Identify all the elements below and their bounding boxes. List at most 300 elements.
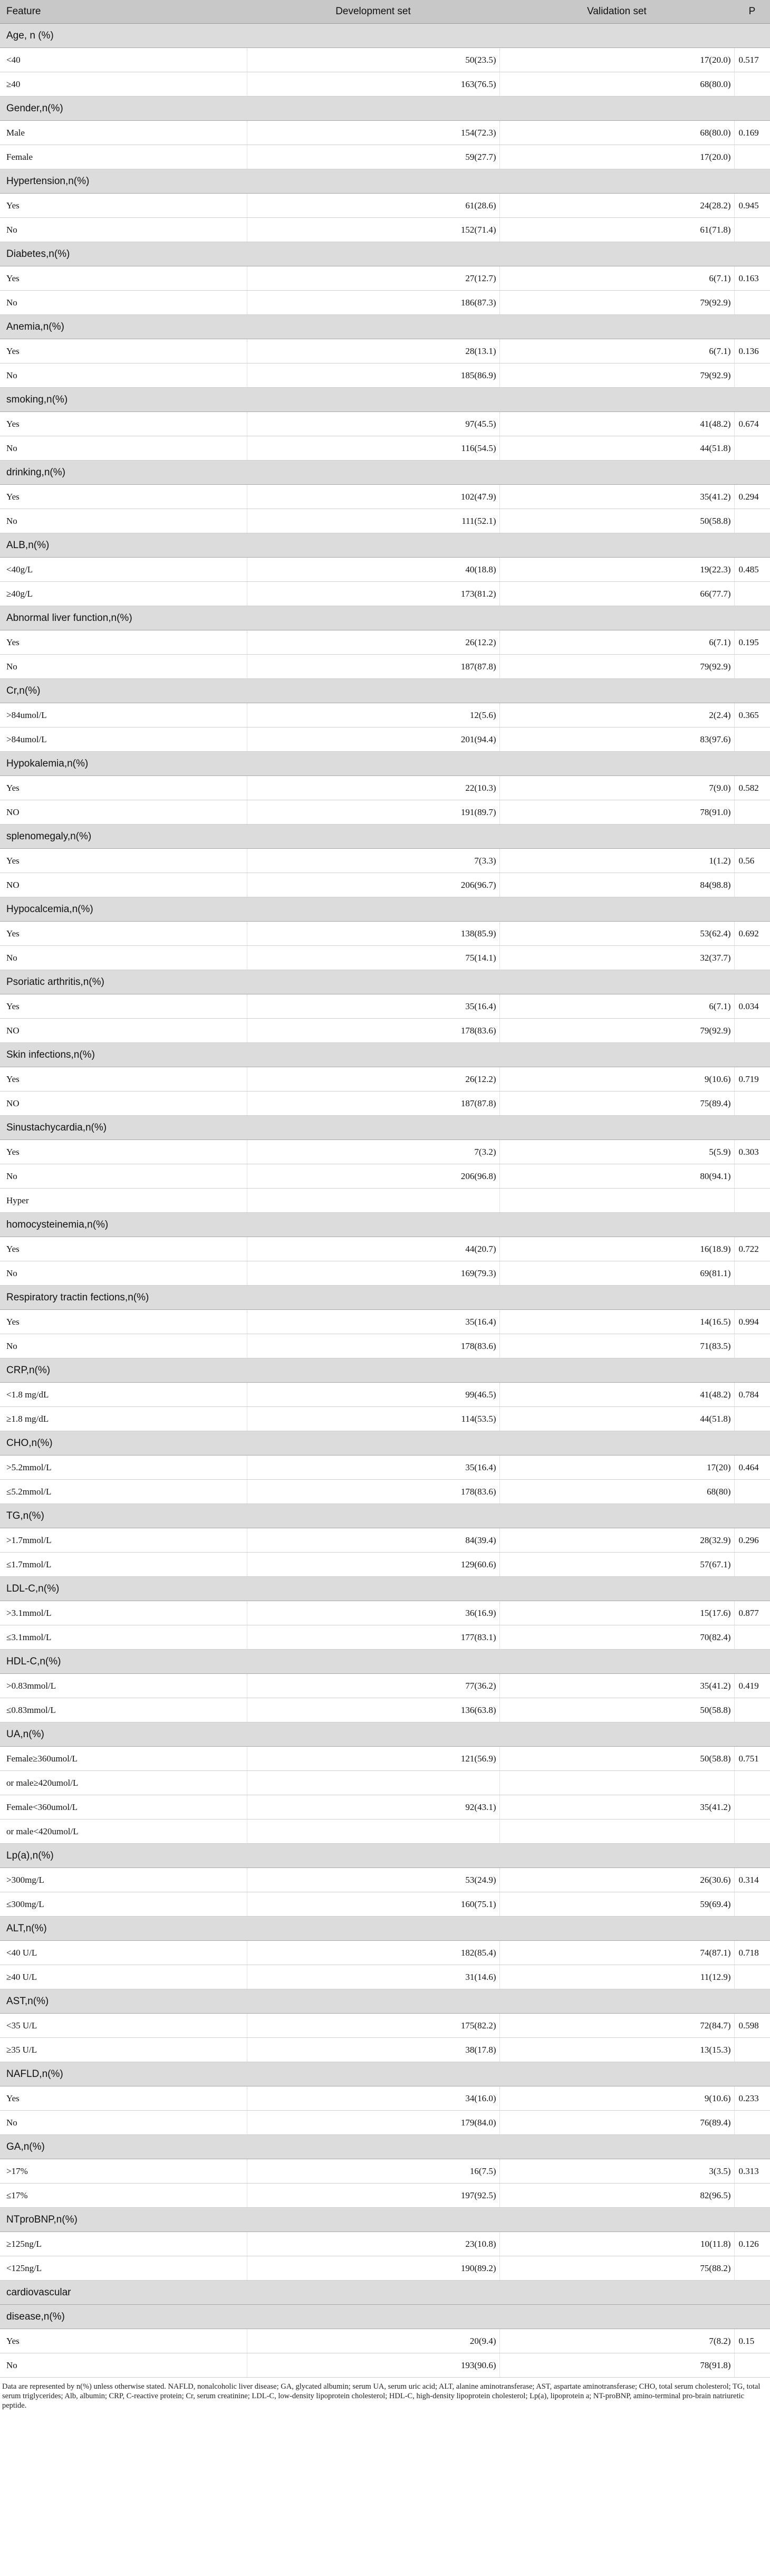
- p-value: [734, 1553, 770, 1577]
- row-label: <40g/L: [0, 558, 247, 582]
- p-value: 0.464: [734, 1455, 770, 1480]
- table-row: [0, 2159, 770, 2184]
- table-row: [0, 727, 770, 752]
- table-row: [0, 339, 770, 363]
- validation-value: 76(89.4): [499, 2111, 734, 2135]
- table-row: [0, 1091, 770, 1116]
- table-row: [0, 1771, 770, 1795]
- development-value: 77(36.2): [247, 1674, 499, 1698]
- group-row: [0, 2281, 770, 2305]
- group-row: [0, 1650, 770, 1674]
- row-label: >5.2mmol/L: [0, 1455, 247, 1480]
- validation-value: [499, 1771, 734, 1795]
- p-value: [734, 1261, 770, 1286]
- validation-value: 78(91.8): [499, 2353, 734, 2378]
- development-value: 36(16.9): [247, 1601, 499, 1625]
- table-row: [0, 1868, 770, 1892]
- p-value: 0.784: [734, 1383, 770, 1407]
- p-value: 0.136: [734, 339, 770, 363]
- development-value: 40(18.8): [247, 558, 499, 582]
- p-value: 0.719: [734, 1067, 770, 1091]
- p-value: [734, 1407, 770, 1431]
- group-row: [0, 679, 770, 703]
- p-value: 0.945: [734, 194, 770, 218]
- development-value: 16(7.5): [247, 2159, 499, 2184]
- table-row: [0, 1334, 770, 1358]
- validation-value: 41(48.2): [499, 412, 734, 436]
- row-label: Hyper: [0, 1189, 247, 1213]
- validation-value: 14(16.5): [499, 1310, 734, 1334]
- development-value: 206(96.7): [247, 873, 499, 897]
- row-label: Yes: [0, 849, 247, 873]
- development-value: 163(76.5): [247, 72, 499, 97]
- validation-value: 28(32.9): [499, 1528, 734, 1553]
- validation-value: 75(89.4): [499, 1091, 734, 1116]
- group-label: Psoriatic arthritis,n(%): [0, 970, 770, 994]
- validation-value: [499, 1189, 734, 1213]
- header-development-set: Development set: [247, 0, 499, 24]
- p-value: [734, 1625, 770, 1650]
- row-label: ≤1.7mmol/L: [0, 1553, 247, 1577]
- development-value: 35(16.4): [247, 994, 499, 1019]
- validation-value: 17(20.0): [499, 48, 734, 72]
- p-value: 0.722: [734, 1237, 770, 1261]
- p-value: [734, 509, 770, 533]
- development-value: 177(83.1): [247, 1625, 499, 1650]
- group-label: drinking,n(%): [0, 461, 770, 485]
- p-value: 0.294: [734, 485, 770, 509]
- p-value: [734, 800, 770, 825]
- table-row: [0, 1067, 770, 1091]
- development-value: 182(85.4): [247, 1941, 499, 1965]
- table-row: [0, 922, 770, 946]
- validation-value: 78(91.0): [499, 800, 734, 825]
- row-label: >1.7mmol/L: [0, 1528, 247, 1553]
- p-value: 0.126: [734, 2232, 770, 2256]
- validation-value: 82(96.5): [499, 2184, 734, 2208]
- development-value: 178(83.6): [247, 1019, 499, 1043]
- group-row: [0, 970, 770, 994]
- validation-value: 9(10.6): [499, 1067, 734, 1091]
- p-value: 0.517: [734, 48, 770, 72]
- validation-value: 50(58.8): [499, 1698, 734, 1722]
- group-row: [0, 606, 770, 630]
- validation-value: 66(77.7): [499, 582, 734, 606]
- validation-value: 53(62.4): [499, 922, 734, 946]
- validation-value: 15(17.6): [499, 1601, 734, 1625]
- row-label: ≤0.83mmol/L: [0, 1698, 247, 1722]
- p-value: [734, 1771, 770, 1795]
- row-label: Yes: [0, 412, 247, 436]
- table-row: [0, 1528, 770, 1553]
- table-row: [0, 558, 770, 582]
- p-value: [734, 2256, 770, 2281]
- group-row: [0, 1043, 770, 1067]
- group-label: Hypocalcemia,n(%): [0, 897, 770, 922]
- row-label: <1.8 mg/dL: [0, 1383, 247, 1407]
- header-row: [0, 0, 770, 24]
- development-value: 179(84.0): [247, 2111, 499, 2135]
- development-value: 35(16.4): [247, 1455, 499, 1480]
- table-row: [0, 145, 770, 169]
- row-label: Yes: [0, 2086, 247, 2111]
- group-label: HDL-C,n(%): [0, 1650, 770, 1674]
- row-label: Yes: [0, 1310, 247, 1334]
- development-value: 138(85.9): [247, 922, 499, 946]
- validation-value: 69(81.1): [499, 1261, 734, 1286]
- p-value: 0.313: [734, 2159, 770, 2184]
- row-label: No: [0, 291, 247, 315]
- header-feature: Feature: [0, 0, 247, 24]
- development-value: 201(94.4): [247, 727, 499, 752]
- row-label: >300mg/L: [0, 1868, 247, 1892]
- development-value: 35(16.4): [247, 1310, 499, 1334]
- development-value: 160(75.1): [247, 1892, 499, 1917]
- development-value: 97(45.5): [247, 412, 499, 436]
- table-row: [0, 2329, 770, 2353]
- development-value: 187(87.8): [247, 1091, 499, 1116]
- development-value: 129(60.6): [247, 1553, 499, 1577]
- row-label: No: [0, 2353, 247, 2378]
- development-value: 44(20.7): [247, 1237, 499, 1261]
- row-label: Female≥360umol/L: [0, 1747, 247, 1771]
- development-value: 173(81.2): [247, 582, 499, 606]
- table-row: [0, 412, 770, 436]
- row-label: Yes: [0, 485, 247, 509]
- table-row: [0, 266, 770, 291]
- validation-value: 35(41.2): [499, 1674, 734, 1698]
- validation-value: 35(41.2): [499, 485, 734, 509]
- validation-value: 68(80): [499, 1480, 734, 1504]
- row-label: No: [0, 2111, 247, 2135]
- development-value: 12(5.6): [247, 703, 499, 727]
- p-value: [734, 1189, 770, 1213]
- p-value: [734, 1892, 770, 1917]
- validation-value: 79(92.9): [499, 291, 734, 315]
- row-label: ≤17%: [0, 2184, 247, 2208]
- group-row: [0, 2135, 770, 2159]
- p-value: [734, 1820, 770, 1844]
- validation-value: 5(5.9): [499, 1140, 734, 1164]
- validation-value: 6(7.1): [499, 266, 734, 291]
- validation-value: 59(69.4): [499, 1892, 734, 1917]
- development-value: 50(23.5): [247, 48, 499, 72]
- group-label: Anemia,n(%): [0, 315, 770, 339]
- group-label: NAFLD,n(%): [0, 2062, 770, 2086]
- development-value: 178(83.6): [247, 1480, 499, 1504]
- row-label: Male: [0, 121, 247, 145]
- validation-value: 11(12.9): [499, 1965, 734, 1989]
- row-label: ≥40 U/L: [0, 1965, 247, 1989]
- group-label: CRP,n(%): [0, 1358, 770, 1383]
- table-row: [0, 1189, 770, 1213]
- table-row: [0, 436, 770, 461]
- development-value: 26(12.2): [247, 630, 499, 655]
- validation-value: 10(11.8): [499, 2232, 734, 2256]
- table-row: [0, 1625, 770, 1650]
- group-label: Hypokalemia,n(%): [0, 752, 770, 776]
- p-value: [734, 727, 770, 752]
- development-value: 84(39.4): [247, 1528, 499, 1553]
- group-label: Hypertension,n(%): [0, 169, 770, 194]
- row-label: Yes: [0, 1237, 247, 1261]
- validation-value: 71(83.5): [499, 1334, 734, 1358]
- group-row: [0, 825, 770, 849]
- row-label: ≥40: [0, 72, 247, 97]
- row-label: NO: [0, 873, 247, 897]
- group-row: [0, 1286, 770, 1310]
- p-value: 0.296: [734, 1528, 770, 1553]
- row-label: >3.1mmol/L: [0, 1601, 247, 1625]
- p-value: 0.303: [734, 1140, 770, 1164]
- table-row: [0, 2232, 770, 2256]
- p-value: [734, 291, 770, 315]
- development-value: 28(13.1): [247, 339, 499, 363]
- p-value: 0.598: [734, 2014, 770, 2038]
- group-row: [0, 315, 770, 339]
- development-value: 75(14.1): [247, 946, 499, 970]
- development-value: 175(82.2): [247, 2014, 499, 2038]
- row-label: ≥125ng/L: [0, 2232, 247, 2256]
- group-label: Cr,n(%): [0, 679, 770, 703]
- group-label: ALB,n(%): [0, 533, 770, 558]
- group-label: NTproBNP,n(%): [0, 2208, 770, 2232]
- p-value: 0.169: [734, 121, 770, 145]
- validation-value: 68(80.0): [499, 72, 734, 97]
- table-body: [0, 24, 770, 2378]
- development-value: 23(10.8): [247, 2232, 499, 2256]
- validation-value: 79(92.9): [499, 1019, 734, 1043]
- group-row: [0, 752, 770, 776]
- table-row: [0, 582, 770, 606]
- group-label: smoking,n(%): [0, 388, 770, 412]
- validation-value: 13(15.3): [499, 2038, 734, 2062]
- p-value: 0.692: [734, 922, 770, 946]
- group-label: Gender,n(%): [0, 97, 770, 121]
- validation-value: 83(97.6): [499, 727, 734, 752]
- validation-value: 35(41.2): [499, 1795, 734, 1820]
- group-label: Respiratory tractin fections,n(%): [0, 1286, 770, 1310]
- table-row: [0, 849, 770, 873]
- development-value: 102(47.9): [247, 485, 499, 509]
- row-label: ≥35 U/L: [0, 2038, 247, 2062]
- group-row: [0, 1844, 770, 1868]
- validation-value: 3(3.5): [499, 2159, 734, 2184]
- development-value: 27(12.7): [247, 266, 499, 291]
- validation-value: 19(22.3): [499, 558, 734, 582]
- p-value: 0.365: [734, 703, 770, 727]
- development-value: 34(16.0): [247, 2086, 499, 2111]
- row-label: ≥1.8 mg/dL: [0, 1407, 247, 1431]
- table-row: [0, 703, 770, 727]
- row-label: NO: [0, 1019, 247, 1043]
- p-value: 0.582: [734, 776, 770, 800]
- p-value: 0.195: [734, 630, 770, 655]
- row-label: Yes: [0, 994, 247, 1019]
- development-value: 99(46.5): [247, 1383, 499, 1407]
- p-value: [734, 2184, 770, 2208]
- group-label: disease,n(%): [0, 2305, 770, 2329]
- validation-value: 6(7.1): [499, 994, 734, 1019]
- p-value: 0.877: [734, 1601, 770, 1625]
- p-value: [734, 218, 770, 242]
- table-row: [0, 2038, 770, 2062]
- validation-value: 70(82.4): [499, 1625, 734, 1650]
- table-row: [0, 72, 770, 97]
- p-value: [734, 2038, 770, 2062]
- group-row: [0, 1504, 770, 1528]
- group-row: [0, 1431, 770, 1455]
- development-value: 152(71.4): [247, 218, 499, 242]
- table-row: [0, 2353, 770, 2378]
- row-label: No: [0, 946, 247, 970]
- development-value: 206(96.8): [247, 1164, 499, 1189]
- p-value: 0.674: [734, 412, 770, 436]
- development-value: 53(24.9): [247, 1868, 499, 1892]
- row-label: Female: [0, 145, 247, 169]
- development-value: [247, 1771, 499, 1795]
- p-value: [734, 1334, 770, 1358]
- row-label: No: [0, 436, 247, 461]
- p-value: [734, 1795, 770, 1820]
- table-row: [0, 363, 770, 388]
- p-value: 0.718: [734, 1941, 770, 1965]
- table-row: [0, 873, 770, 897]
- development-value: 31(14.6): [247, 1965, 499, 1989]
- validation-value: 84(98.8): [499, 873, 734, 897]
- row-label: >84umol/L: [0, 703, 247, 727]
- table-row: [0, 1795, 770, 1820]
- validation-value: 44(51.8): [499, 1407, 734, 1431]
- development-value: 38(17.8): [247, 2038, 499, 2062]
- group-label: Age, n (%): [0, 24, 770, 48]
- validation-value: 24(28.2): [499, 194, 734, 218]
- p-value: 0.233: [734, 2086, 770, 2111]
- development-value: 61(28.6): [247, 194, 499, 218]
- table-row: [0, 800, 770, 825]
- group-label: Abnormal liver function,n(%): [0, 606, 770, 630]
- group-label: Lp(a),n(%): [0, 1844, 770, 1868]
- validation-value: 6(7.1): [499, 630, 734, 655]
- group-row: [0, 242, 770, 266]
- group-label: Diabetes,n(%): [0, 242, 770, 266]
- development-value: 190(89.2): [247, 2256, 499, 2281]
- p-value: 0.485: [734, 558, 770, 582]
- table-row: [0, 630, 770, 655]
- table-row: [0, 121, 770, 145]
- development-value: 121(56.9): [247, 1747, 499, 1771]
- p-value: [734, 1965, 770, 1989]
- development-value: 136(63.8): [247, 1698, 499, 1722]
- development-value: 169(79.3): [247, 1261, 499, 1286]
- group-row: [0, 1213, 770, 1237]
- group-label: LDL-C,n(%): [0, 1577, 770, 1601]
- group-row: [0, 1358, 770, 1383]
- group-label: ALT,n(%): [0, 1917, 770, 1941]
- group-row: [0, 388, 770, 412]
- p-value: 0.034: [734, 994, 770, 1019]
- table-row: [0, 1383, 770, 1407]
- group-row: [0, 461, 770, 485]
- development-value: 197(92.5): [247, 2184, 499, 2208]
- p-value: [734, 72, 770, 97]
- validation-value: [499, 1820, 734, 1844]
- row-label: ≤300mg/L: [0, 1892, 247, 1917]
- p-value: 0.419: [734, 1674, 770, 1698]
- validation-value: 17(20): [499, 1455, 734, 1480]
- row-label: ≤3.1mmol/L: [0, 1625, 247, 1650]
- validation-value: 17(20.0): [499, 145, 734, 169]
- row-label: Yes: [0, 630, 247, 655]
- table-row: [0, 655, 770, 679]
- row-label: <40: [0, 48, 247, 72]
- row-label: >17%: [0, 2159, 247, 2184]
- row-label: <125ng/L: [0, 2256, 247, 2281]
- table-row: [0, 1164, 770, 1189]
- row-label: No: [0, 1334, 247, 1358]
- row-label: No: [0, 218, 247, 242]
- table-row: [0, 48, 770, 72]
- table-row: [0, 1553, 770, 1577]
- development-value: 7(3.3): [247, 849, 499, 873]
- development-value: [247, 1820, 499, 1844]
- development-value: 111(52.1): [247, 509, 499, 533]
- table-row: [0, 994, 770, 1019]
- development-value: 185(86.9): [247, 363, 499, 388]
- development-value: 114(53.5): [247, 1407, 499, 1431]
- p-value: [734, 655, 770, 679]
- table-row: [0, 2086, 770, 2111]
- p-value: [734, 1164, 770, 1189]
- group-row: [0, 533, 770, 558]
- validation-value: 6(7.1): [499, 339, 734, 363]
- row-label: NO: [0, 1091, 247, 1116]
- row-label: or male<420umol/L: [0, 1820, 247, 1844]
- table-row: [0, 218, 770, 242]
- table-row: [0, 1892, 770, 1917]
- group-row: [0, 169, 770, 194]
- row-label: No: [0, 509, 247, 533]
- table-row: [0, 291, 770, 315]
- header-p-value: P: [734, 0, 770, 24]
- p-value: [734, 582, 770, 606]
- row-label: <40 U/L: [0, 1941, 247, 1965]
- group-row: [0, 1116, 770, 1140]
- table-row: [0, 509, 770, 533]
- development-value: 193(90.6): [247, 2353, 499, 2378]
- row-label: No: [0, 363, 247, 388]
- validation-value: 50(58.8): [499, 1747, 734, 1771]
- row-label: Yes: [0, 194, 247, 218]
- row-label: or male≥420umol/L: [0, 1771, 247, 1795]
- validation-value: 57(67.1): [499, 1553, 734, 1577]
- development-value: 26(12.2): [247, 1067, 499, 1091]
- development-value: 7(3.2): [247, 1140, 499, 1164]
- validation-value: 68(80.0): [499, 121, 734, 145]
- development-value: 186(87.3): [247, 291, 499, 315]
- row-label: Yes: [0, 2329, 247, 2353]
- row-label: Yes: [0, 776, 247, 800]
- validation-value: 44(51.8): [499, 436, 734, 461]
- p-value: [734, 436, 770, 461]
- p-value: 0.15: [734, 2329, 770, 2353]
- validation-value: 50(58.8): [499, 509, 734, 533]
- development-value: 187(87.8): [247, 655, 499, 679]
- table-row: [0, 2256, 770, 2281]
- p-value: 0.751: [734, 1747, 770, 1771]
- p-value: 0.56: [734, 849, 770, 873]
- development-value: 154(72.3): [247, 121, 499, 145]
